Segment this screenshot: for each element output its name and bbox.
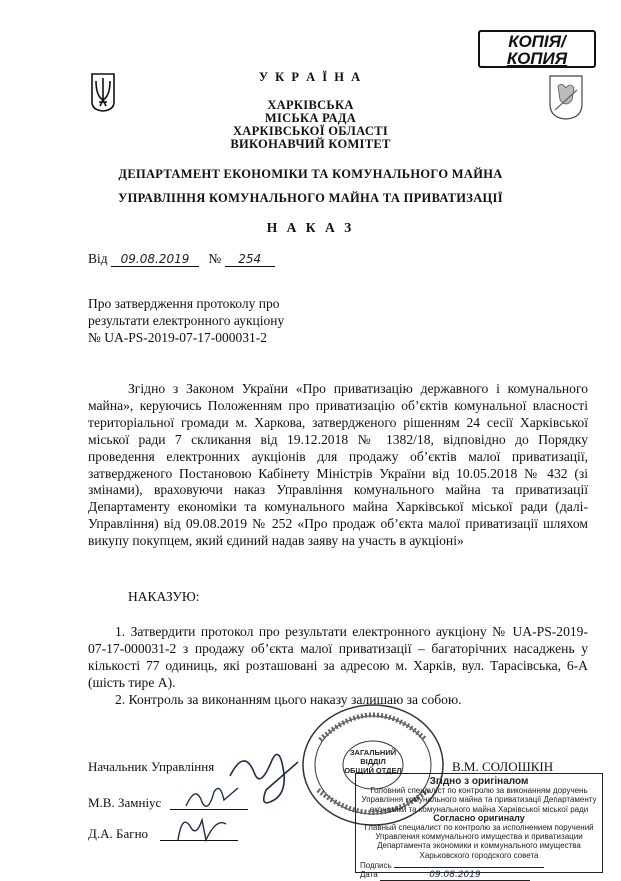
date-label: Від: [88, 251, 108, 266]
seal-inner-line1: ЗАГАЛЬНИЙ: [349, 748, 397, 757]
seal-inner-text: [342, 748, 404, 775]
certification-text-ru: Главный специалист по контролю за исполнением поручений Управления коммунального имущества и приватизации Департамента экономики и коммунального имущества Харьковского городского совета: [364, 823, 594, 860]
order-word: НАКАЗУЮ:: [128, 589, 200, 604]
council-heading: МІСЬКА РАДА: [264, 111, 357, 125]
copy-stamp-line2: КОПИЯ: [506, 49, 568, 68]
department-heading: ДЕПАРТАМЕНТ ЕКОНОМІКИ ТА КОМУНАЛЬНОГО МАЙНА: [118, 167, 503, 181]
head-title: Начальник Управління: [88, 759, 215, 774]
committee-heading: ВИКОНАВЧИЙ КОМІТЕТ: [230, 137, 391, 151]
preamble-paragraph: [88, 381, 588, 550]
certification-title-ua: Згідно з оригіналом: [429, 776, 529, 787]
order-date-row: [88, 251, 275, 267]
order-item-1: [88, 624, 588, 692]
seal-inner-line2: ВІДДІЛ: [360, 757, 386, 766]
head-name: В.М. СОЛОШКІН: [452, 759, 554, 774]
certification-stamp: [355, 773, 603, 881]
order-item-2-text: 2. Контроль за виконанням цього наказу залишаю за собою.: [115, 692, 462, 707]
document-type-heading: Н А К А З: [266, 220, 355, 235]
order-item-1-text: 1. Затвердити протокол про результати електронного аукціону № UA-PS-2019-07-17-000031-2 з продажу об’єкта малої приватизації – багаторічних насаджень у кількості 77 одиниць, які розташовані за адресою м. Харків, вул. Тарасівська, 6-А (шість тире А).: [88, 624, 588, 690]
number-label: №: [208, 251, 222, 266]
certification-date-value: 09.08.2019: [380, 871, 530, 881]
certification-date-label: Дата: [360, 870, 378, 880]
subject-line-2: результати електронного аукціону: [88, 313, 285, 328]
certification-text-ua: Головний спеціаліст по контролю за виконанням доручень Управління комунального майна та приватизації Департаменту економіки та комунального майна Харківської міської ради: [361, 786, 597, 814]
certification-sign-label: Подпись: [360, 860, 392, 870]
office-heading: УПРАВЛІННЯ КОМУНАЛЬНОГО МАЙНА ТА ПРИВАТИЗАЦІЇ: [118, 191, 503, 205]
certification-sign-row: [360, 861, 598, 870]
certification-title-ru: Согласно оригиналу: [433, 812, 525, 823]
country-heading: У К Р А Ї Н А: [258, 70, 363, 84]
region-heading: ХАРКІВСЬКОЇ ОБЛАСТІ: [232, 124, 389, 138]
preamble-text: Згідно з Законом України «Про приватизацію державного і комунального майна», керуючись Положенням про приватизацію об’єктів комунальної власності територіальної громади м. Харкова, затвердженого рішенням 24 сесії Харківської міської ради 7 скликання від 19.12.2018 № 1382/18, відповідно до Порядку проведення електронних аукціонів для продажу об’єктів малої приватизації, затвердженого Постановою Кабінету Міністрів України від 10.05.2018 № 432 (зі змінами), враховуючи наказ Управління комунального майна та приватизації Департаменту економіки та комунального майна Харківської міської ради (далі- Управління) від 09.08.2019 № 252 «Про продаж об’єкта малої приватизації шляхом викупу покупцем, який єдиний надав заяву на участь в аукціоні»: [88, 381, 588, 549]
date-value: 09.08.2019: [111, 252, 199, 267]
city-heading: ХАРКІВСЬКА: [267, 98, 354, 112]
approver-2-signature: [172, 810, 232, 846]
certification-sign-line: [394, 867, 544, 868]
copy-stamp-line1: КОПІЯ/: [508, 32, 566, 51]
approver-2: Д.А. Багно: [88, 826, 149, 841]
subject-line-3: № UA-PS-2019-07-17-000031-2: [88, 330, 267, 345]
copy-stamp: [478, 30, 596, 68]
subject-line-1: Про затвердження протоколу про: [88, 296, 280, 311]
approver-1: М.В. Замніус: [88, 795, 162, 810]
seal-inner-line3: ОБЩИЙ ОТДЕЛ: [344, 766, 402, 775]
number-value: 254: [225, 252, 275, 267]
